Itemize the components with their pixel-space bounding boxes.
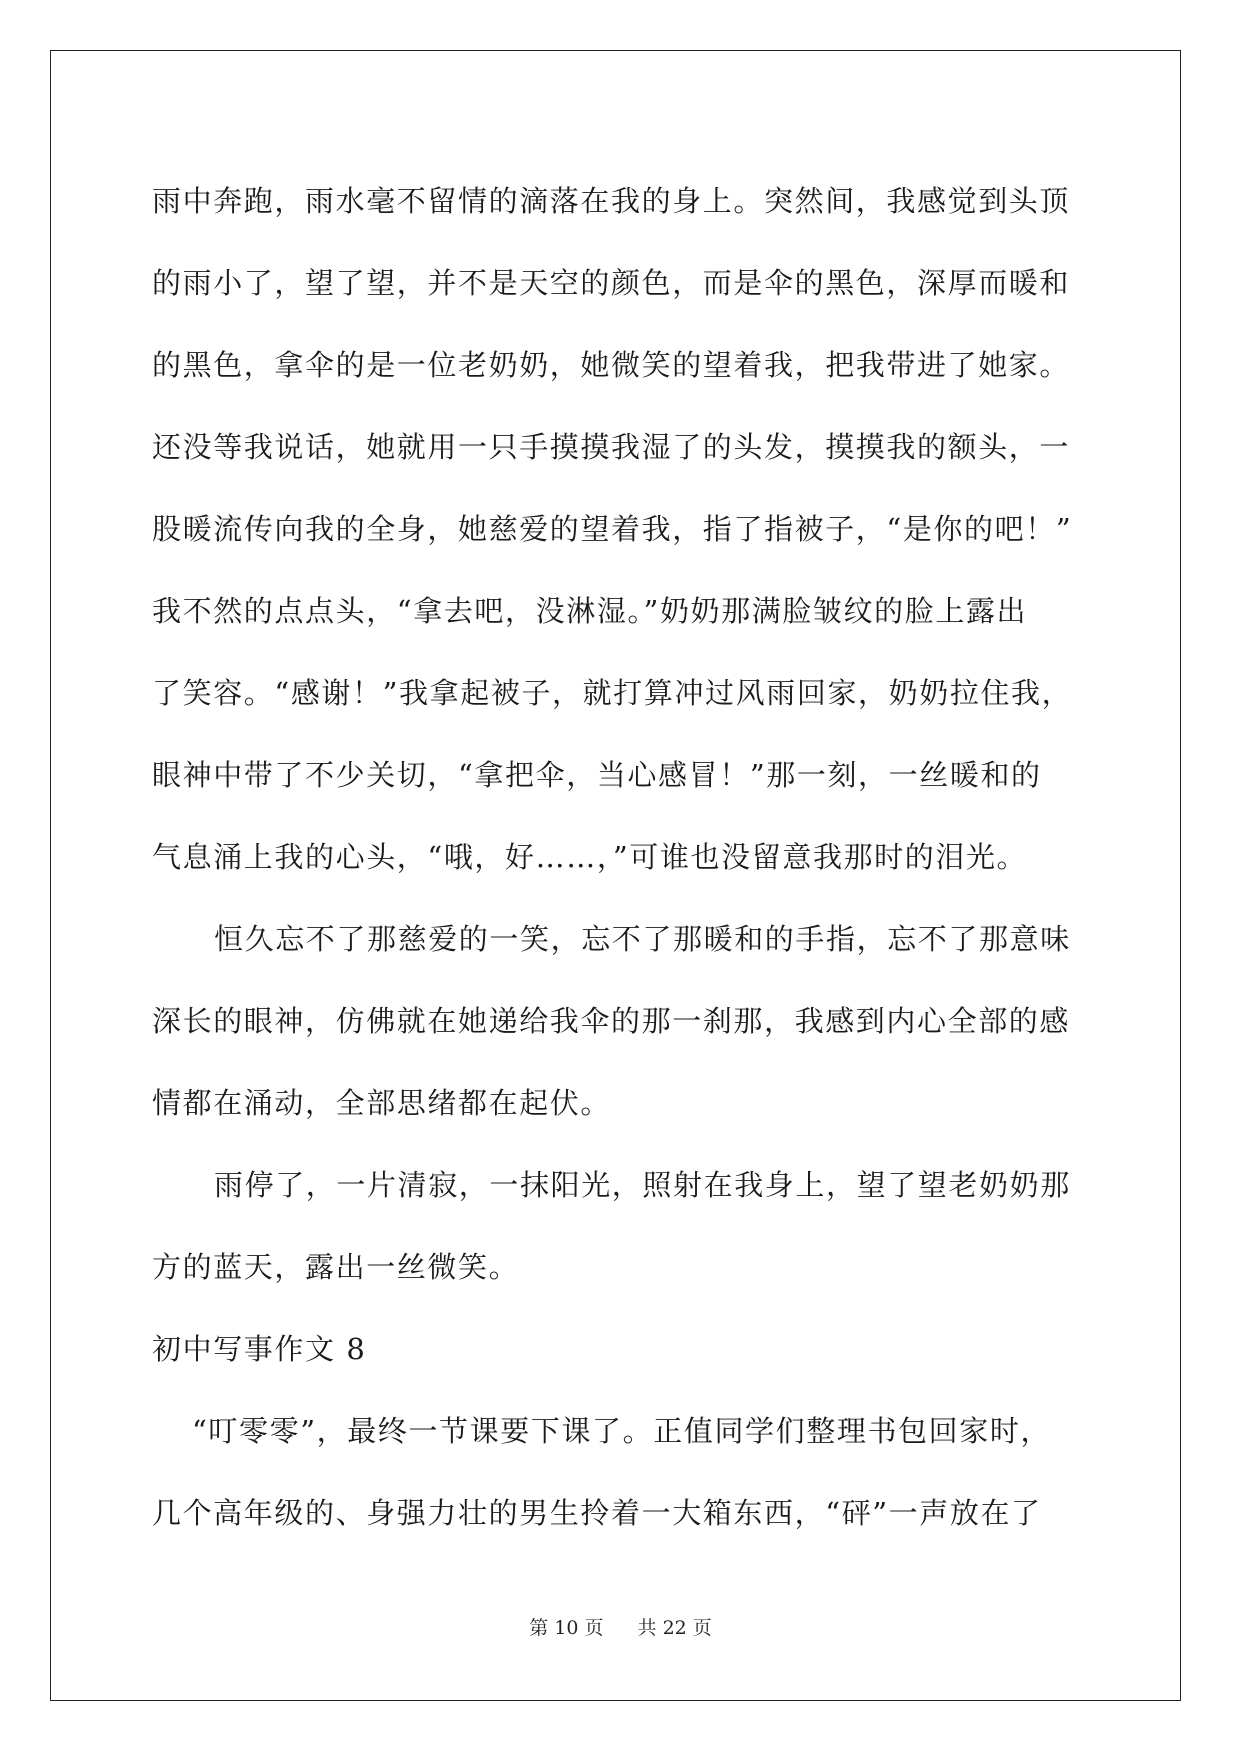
text-line: 雨中奔跑，雨水毫不留情的滴落在我的身上。突然间，我感觉到头顶: [152, 184, 1071, 218]
text-line: 气息涌上我的心头，“哦，好……，”可谁也没留意我那时的泪光。: [152, 840, 1028, 874]
paragraph-memory: [152, 898, 1087, 1144]
paragraph-bell-rings: [152, 1390, 1087, 1554]
page-number: 第 10 页: [529, 1617, 604, 1639]
text-line: “叮零零”，最终一节课要下课了。正值同学们整理书包回家时，: [192, 1414, 1052, 1448]
text-line: 方的蓝天，露出一丝微笑。: [152, 1250, 520, 1284]
section-title: 初中写事作文 8: [152, 1332, 367, 1366]
text-line: 股暖流传向我的全身，她慈爱的望着我，指了指被子，“是你的吧！”: [152, 512, 1073, 546]
paragraph-rain-stops: [152, 1144, 1087, 1308]
text-line: 的黑色，拿伞的是一位老奶奶，她微笑的望着我，把我带进了她家。: [152, 348, 1071, 382]
text-line: 还没等我说话，她就用一只手摸摸我湿了的头发，摸摸我的额头，一: [152, 430, 1071, 464]
text-line: 雨停了，一片清寂，一抹阳光，照射在我身上，望了望老奶奶那: [214, 1168, 1071, 1202]
text-line: 了笑容。“感谢！”我拿起被子，就打算冲过风雨回家，奶奶拉住我，: [152, 676, 1073, 710]
text-line: 我不然的点点头，“拿去吧，没淋湿。”奶奶那满脸皱纹的脸上露出: [152, 594, 1028, 628]
page-total: 共 22 页: [637, 1617, 712, 1639]
text-line: 恒久忘不了那慈爱的一笑，忘不了那暖和的手指，忘不了那意味: [214, 922, 1071, 956]
document-body: [152, 160, 1087, 1554]
text-line: 几个高年级的、身强力壮的男生拎着一大箱东西，“砰”一声放在了: [152, 1496, 1042, 1530]
text-line: 的雨小了，望了望，并不是天空的颜色，而是伞的黑色，深厚而暖和: [152, 266, 1071, 300]
text-line: 情都在涌动，全部思绪都在起伏。: [152, 1086, 612, 1120]
text-line: 深长的眼神，仿佛就在她递给我伞的那一刹那，我感到内心全部的感: [152, 1004, 1071, 1038]
text-line: 眼神中带了不少关切，“拿把伞，当心感冒！”那一刻，一丝暖和的: [152, 758, 1042, 792]
page-footer: [0, 1613, 1241, 1640]
paragraph-rain-story: [152, 160, 1087, 898]
